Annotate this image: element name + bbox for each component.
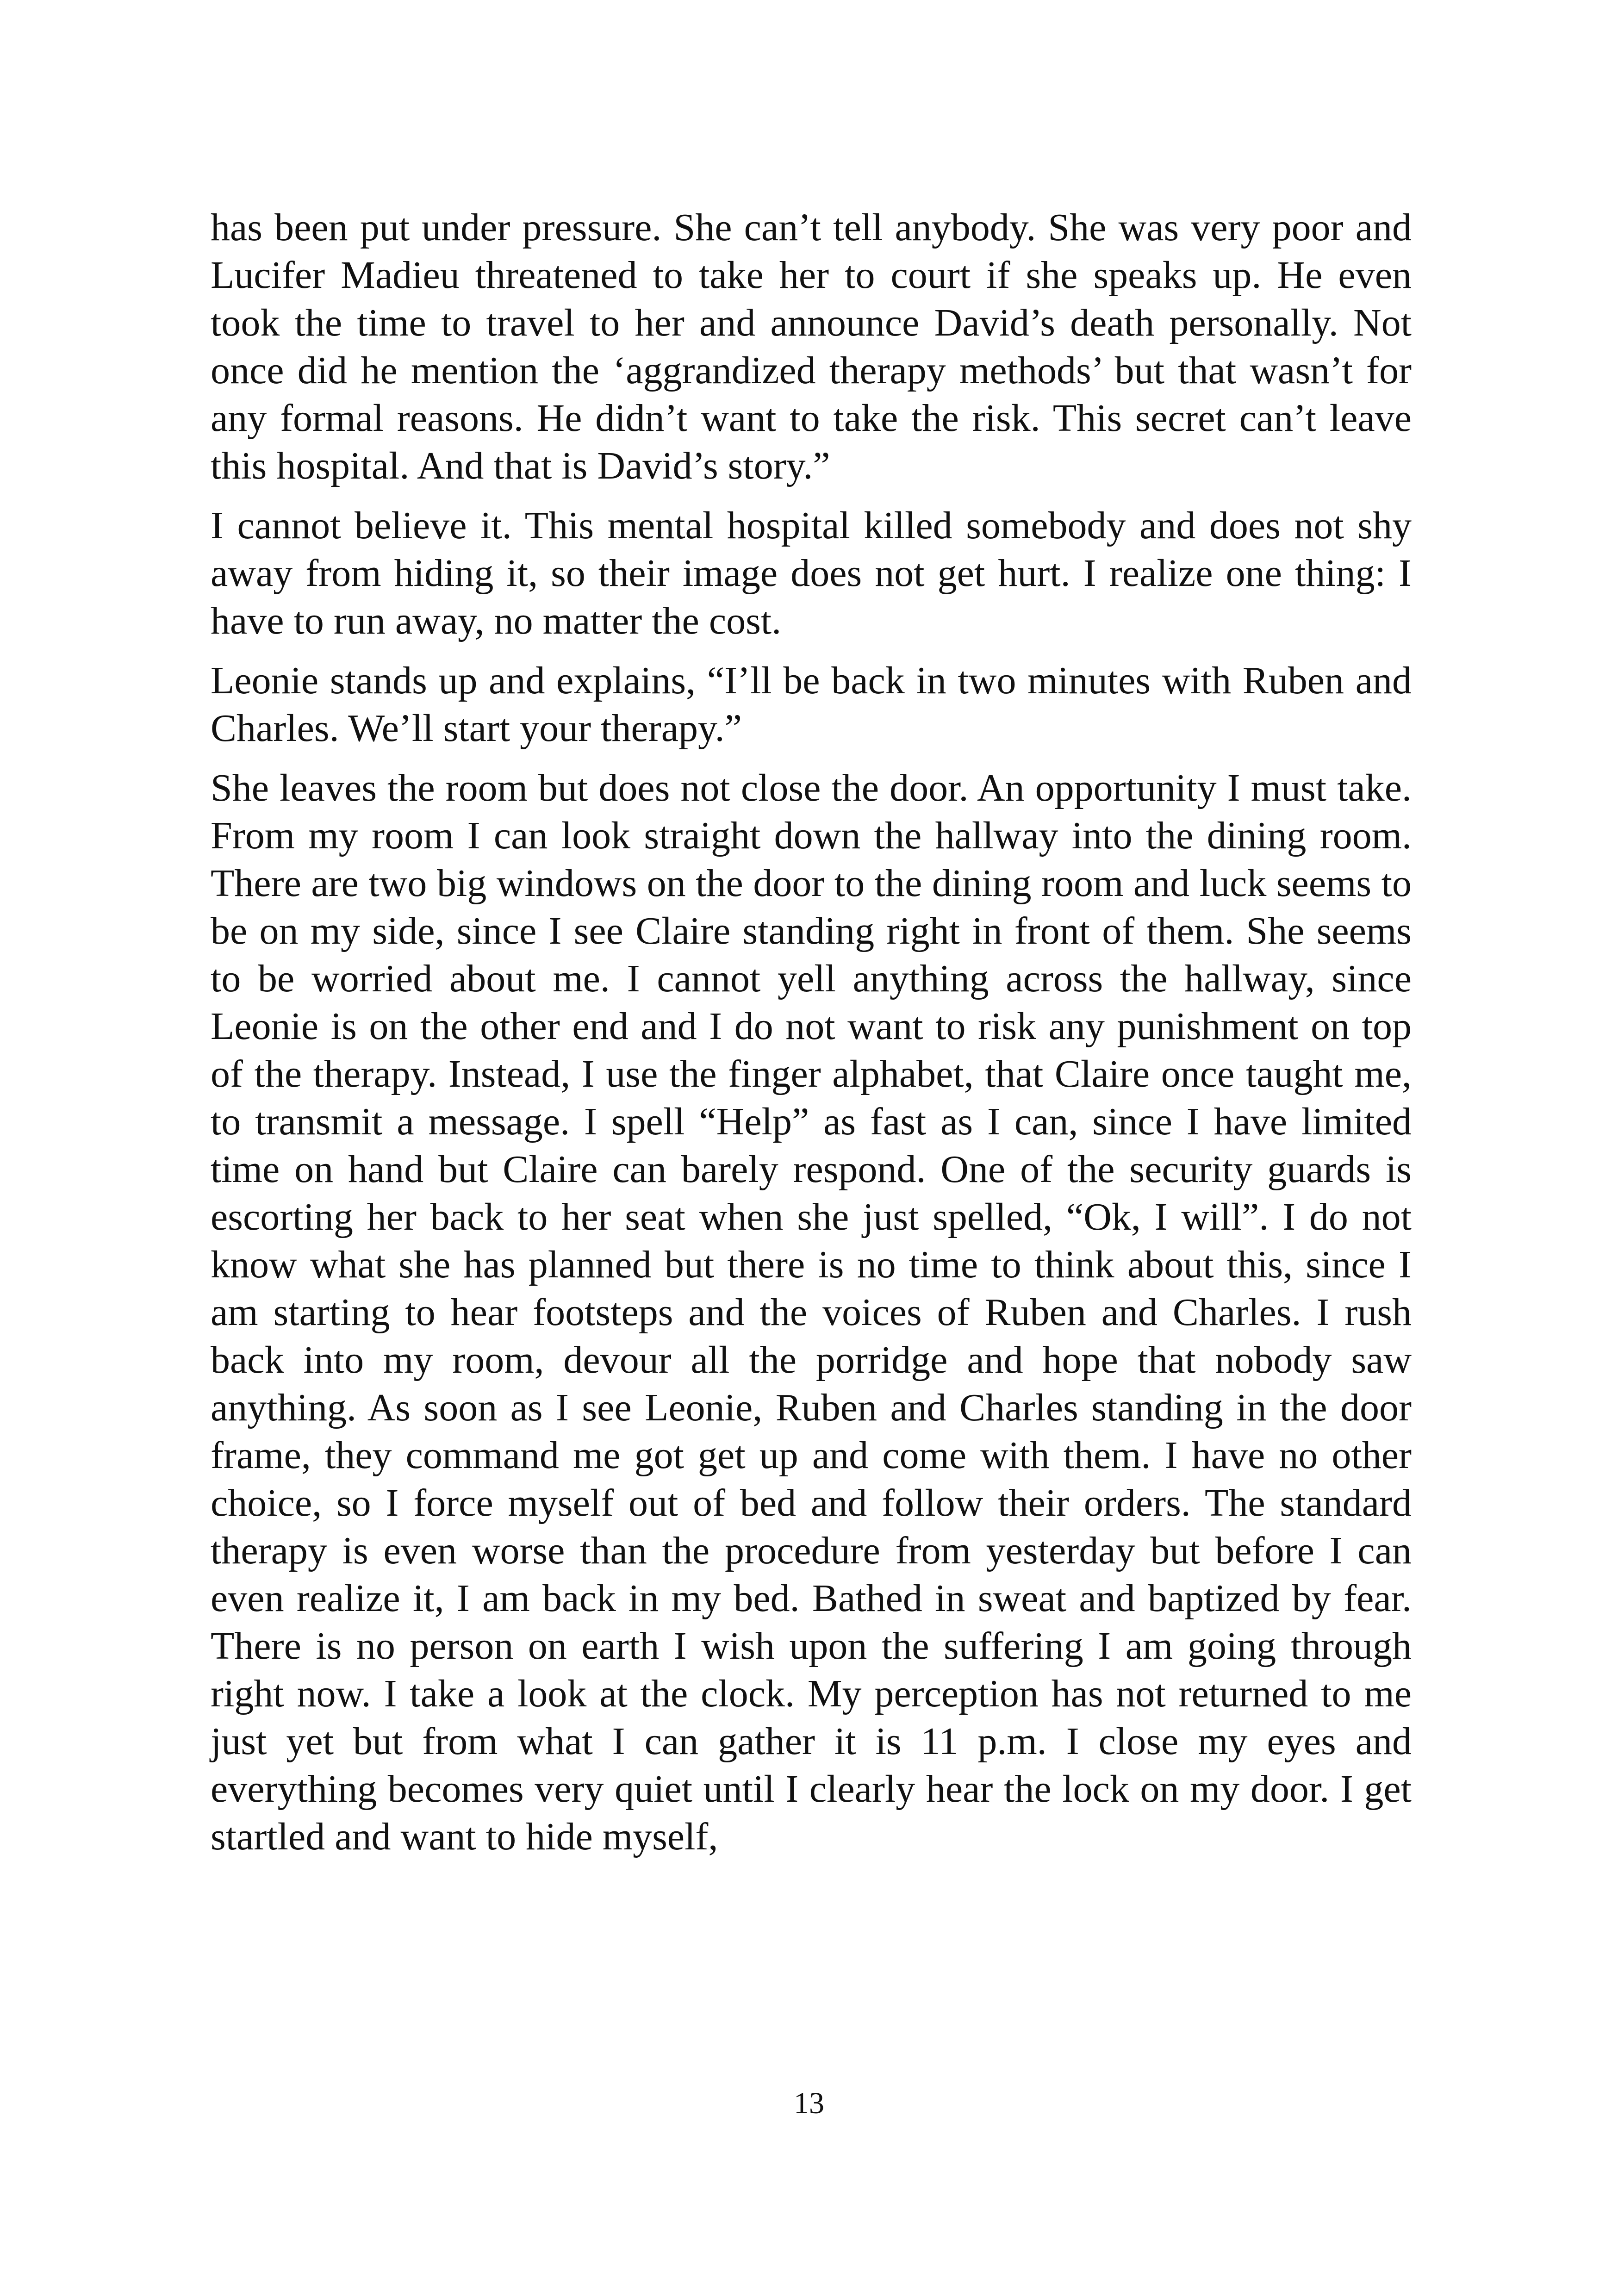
- paragraph-3: Leonie stands up and explains, “I’ll be back in two minutes with Ruben and Charles. We’ll start your therapy.”: [211, 659, 1412, 750]
- paragraph-1: has been put under pressure. She can’t tell anybody. She was very poor and Lucifer Madieu threatened to take her to court if she speaks up. He even took the time to travel to her and announce David’s death personally. Not once did he mention the ‘aggrandized therapy methods’ but that wasn’t for any formal reasons. He didn’t want to take the risk. This secret can’t leave this hospital. And that is David’s story.”: [211, 206, 1412, 487]
- page-number: 13: [794, 2086, 824, 2120]
- body-text: [211, 204, 1412, 1873]
- paragraph-2: I cannot believe it. This mental hospital killed somebody and does not shy away from hiding it, so their image does not get hurt. I realize one thing: I have to run away, no matter the cost.: [211, 504, 1412, 642]
- paragraph-4: She leaves the room but does not close the door. An opportunity I must take. From my room I can look straight down the hallway into the dining room. There are two big windows on the door to the dining room and luck seems to be on my side, since I see Claire standing right in front of them. She seems to be worried about me. I cannot yell anything across the hallway, since Leonie is on the other end and I do not want to risk any punishment on top of the therapy. Instead, I use the finger alphabet, that Claire once taught me, to transmit a message. I spell “Help” as fast as I can, since I have limited time on hand but Claire can barely respond. One of the security guards is escorting her back to her seat when she just spelled, “Ok, I will”. I do not know what she has planned but there is no time to think about this, since I am starting to hear footsteps and the voices of Ruben and Charles. I rush back into my room, devour all the porridge and hope that nobody saw anything. As soon as I see Leonie, Ruben and Charles standing in the door frame, they command me got get up and come with them. I have no other choice, so I force myself out of bed and follow their orders. The standard therapy is even worse than the procedure from yesterday but before I can even realize it, I am back in my bed. Bathed in sweat and baptized by fear. There is no person on earth I wish upon the suffering I am going through right now. I take a look at the clock. My perception has not returned to me just yet but from what I can gather it is 11 p.m. I close my eyes and everything becomes very quiet until I clearly hear the lock on my door. I get startled and want to hide myself,: [211, 766, 1412, 1858]
